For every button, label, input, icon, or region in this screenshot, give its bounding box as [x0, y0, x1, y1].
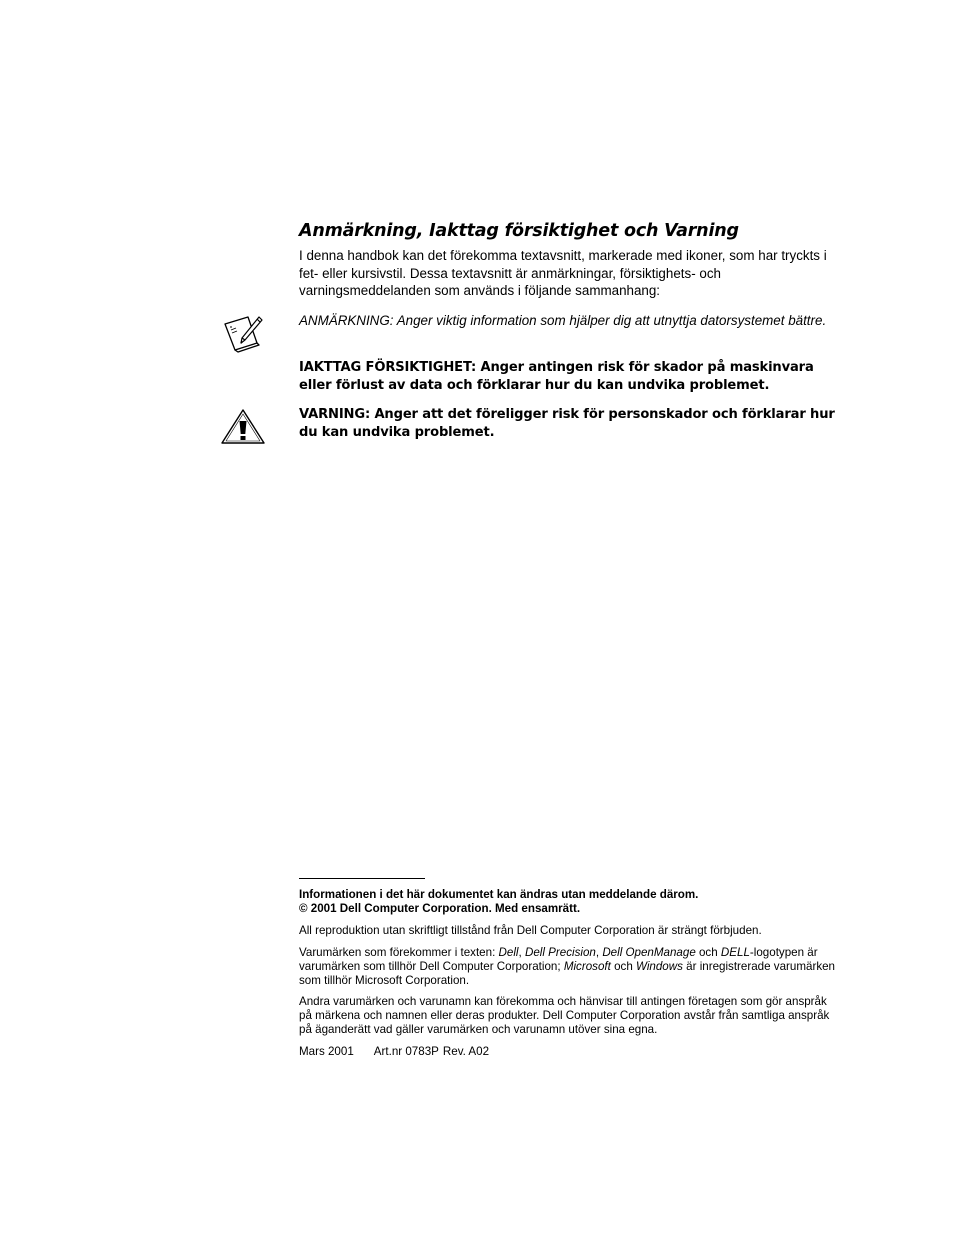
part-number: Art.nr 0783P — [373, 1045, 439, 1059]
caution-notice: IAKTTAG FÖRSIKTIGHET: Anger antingen risk för skador på maskinvara eller förlust av data och förklarar hur du kan undvika problemet. — [299, 360, 814, 393]
trademark-dell-logo: DELL — [720, 945, 750, 959]
trademark-microsoft: Microsoft — [563, 959, 611, 973]
revision: Rev. A02 — [442, 1045, 490, 1059]
legal-line-1: Informationen i det här dokumentet kan ändras utan meddelande därom. — [299, 888, 699, 901]
legal-footer — [299, 888, 839, 1067]
note-pencil-icon — [222, 313, 264, 353]
trademarks-notice: Varumärken som förekommer i texten: Dell, Dell Precision, Dell OpenManage och DELL-logotypen är varumärken som tillhör Dell Computer Corporation; Microsoft och Windows är inregistrerade varumärken som tillhör Microsoft Corporation. — [299, 945, 836, 987]
warning-notice: VARNING: Anger att det föreligger risk för personskador och förklarar hur du kan undvika problemet. — [299, 407, 835, 440]
intro-paragraph: I denna handbok kan det förekomma textavsnitt, markerade med ikoner, som har tryckts i fet- eller kursivstil. Dessa textavsnitt är anmärkningar, försiktighets- och varningsmeddelanden som används i följande sammanhang: — [299, 248, 827, 299]
publication-date: Mars 2001 — [299, 1045, 354, 1059]
legal-line-2: © 2001 Dell Computer Corporation. Med ensamrätt. — [299, 901, 581, 915]
trademark-windows: Windows — [636, 959, 683, 973]
trademark-dell-precision: Dell Precision — [524, 945, 596, 959]
section-heading: Anmärkning, Iakttag försiktighet och Varning — [299, 221, 739, 241]
legal-notice — [299, 888, 839, 916]
publication-info — [299, 1045, 839, 1059]
trademark-dell: Dell — [498, 945, 519, 959]
footnote-divider — [299, 878, 425, 879]
note-notice: ANMÄRKNING: Anger viktig information som hjälper dig att utnyttja datorsystemet bättre. — [299, 313, 827, 328]
other-trademarks-notice: Andra varumärken och varunamn kan förekomma och hänvisar till antingen företagen som gör anspråk på märkena och namnen eller deras produkter. Dell Computer Corporation avstår från samtliga anspråk på äganderätt vad gäller varumärken och varunamn utöver sina egna. — [299, 995, 830, 1037]
reproduction-notice: All reproduktion utan skriftligt tillstånd från Dell Computer Corporation är strängt förbjuden. — [299, 923, 762, 937]
trademark-dell-openmanage: Dell OpenManage — [602, 945, 696, 959]
warning-triangle-icon — [220, 407, 266, 445]
